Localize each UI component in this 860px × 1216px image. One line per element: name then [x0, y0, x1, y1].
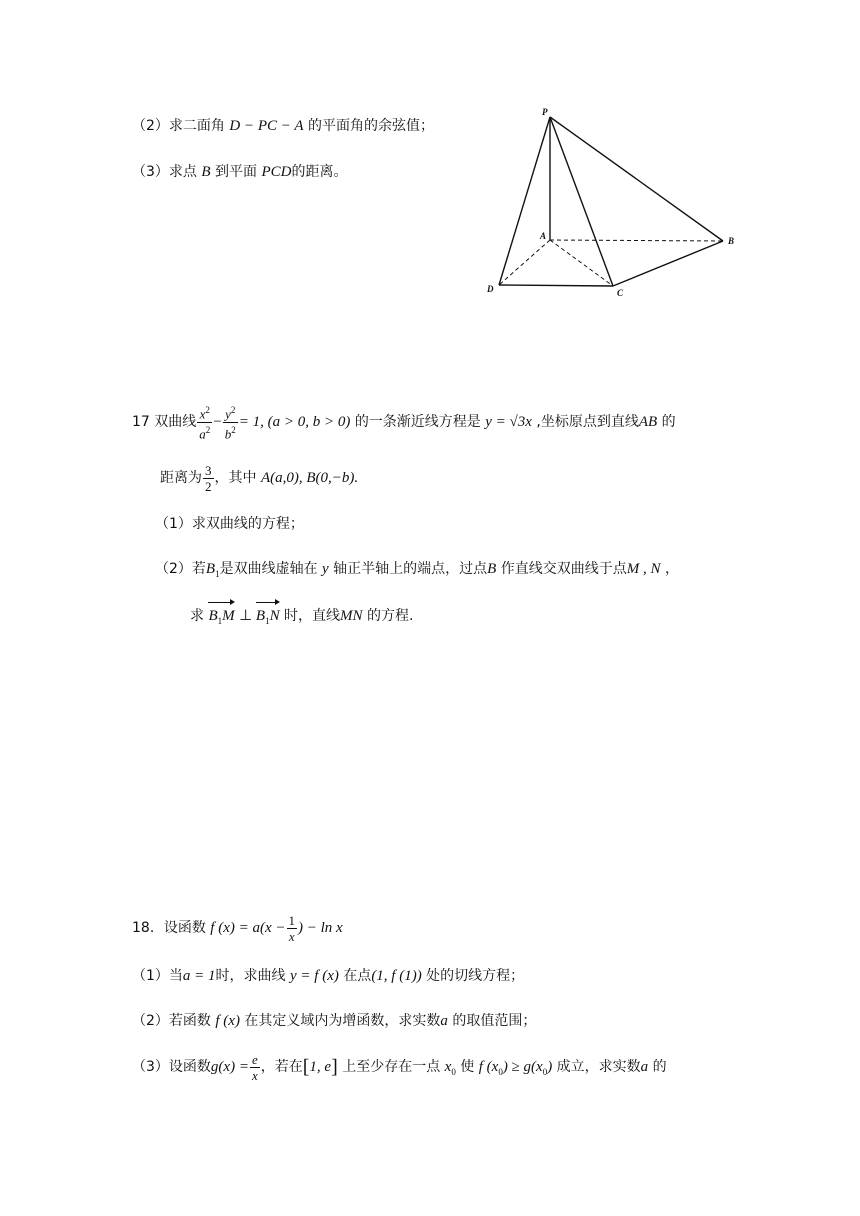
q16-part2-tail: 的平面角的余弦值；	[307, 118, 434, 134]
label-c: C	[617, 288, 624, 298]
q18-part3: （3）设函数g(x) = $\frac{e}{x}$ ，若在[1, e] 上至少存在一点 $x_0$ 使 f $(x_0) \ge g(x_0)$ 成立，求实数a 的	[132, 1051, 667, 1083]
q17-part2-point-b: B	[487, 561, 497, 577]
edge-ad-dashed	[499, 240, 550, 285]
q18-p3-d: 使	[460, 1059, 475, 1075]
frac-x2-a2: $\frac{x^2}{a^2}$	[199, 405, 211, 441]
edge-pb	[550, 117, 723, 241]
edge-pc	[550, 117, 613, 286]
q17-part2-y: y	[322, 561, 329, 577]
q18-p1-a: （1）当	[132, 968, 183, 984]
q17-distance	[160, 458, 358, 498]
q16-part3-point: B	[201, 164, 211, 180]
q16-part3-mid: 到平面	[215, 164, 257, 180]
q18-p2-c: 的取值范围；	[452, 1013, 537, 1029]
q17-text-b: 的一条渐近线方程是	[354, 414, 481, 430]
q18-p2-a: （2）若函数	[132, 1013, 211, 1029]
q18-p2-b: 在其定义域内为增函数，求实数	[244, 1013, 441, 1029]
q18-fdef: f (x) = a(x −	[210, 920, 286, 936]
label-p: P	[542, 107, 548, 117]
q17-text-a: 双曲线	[154, 414, 197, 430]
q17-dist-b: ，其中	[214, 470, 257, 486]
label-a: A	[540, 231, 547, 241]
q18-p2-var-a: a	[440, 1013, 448, 1029]
q17-part2-c: 轴正半轴上的端点，过点	[333, 561, 488, 577]
b1-symbol: $B_1$	[205, 561, 220, 579]
q18-p3-a: （3）设函数	[132, 1059, 211, 1075]
vector-b1m: $B_1M$	[208, 606, 234, 631]
q17-number: 17	[132, 414, 150, 430]
q16-part2-label: （2）	[132, 118, 169, 134]
frac-e-x: $\frac{e}{x}$	[251, 1051, 258, 1083]
frac-y2-b2: $\frac{y^2}{b^2}$	[224, 405, 236, 441]
q17-text-c: ,坐标原点到直线	[536, 414, 639, 430]
q17-part2-h: 的方程.	[367, 608, 414, 624]
edge-dc	[499, 285, 613, 286]
q18-p3-f: 的	[652, 1059, 667, 1075]
edge-ab-dashed	[550, 240, 723, 241]
label-d: D	[487, 284, 494, 294]
q17-stem: 17 双曲线 $\frac{x^2}{a^2}$ − $\frac{y^2}{b^2}$ = 1, (a > 0, b > 0) 的一条渐近线方程是 y = √3x ,坐标原点到直线AB 的	[132, 405, 676, 441]
q18-p1-curve: y = f (x)	[290, 968, 339, 984]
q18-fdef-end: ) − ln x	[298, 920, 343, 936]
frac-1-x: $\frac{1}{x}$	[288, 912, 295, 944]
q18-p3-inequality: f $(x_0) \ge g(x_0)$	[478, 1059, 553, 1077]
q18-p1-d: 处的切线方程；	[426, 968, 525, 984]
q18-part1	[132, 966, 524, 986]
label-b: B	[728, 236, 735, 246]
q18-p3-x0: $x_0$	[444, 1059, 456, 1077]
q18-p3-interval: 1, e	[309, 1059, 332, 1075]
edge-pd	[499, 117, 550, 285]
q17-dist-a: 距离为	[160, 470, 202, 486]
q16-part3-label: （3）	[132, 164, 169, 180]
q18-p3-var-a: a	[640, 1059, 649, 1075]
vector-b1n: $B_1N$	[256, 606, 280, 631]
ineq-right: ) ≥ g(x	[502, 1059, 543, 1075]
q18-p1-point: (1, f (1))	[371, 968, 422, 984]
q18-p1-b: 时，求曲线	[215, 968, 286, 984]
ineq-left: f (x	[478, 1059, 499, 1075]
q18-part2	[132, 1011, 536, 1031]
q17-part2-f: 求	[190, 608, 204, 624]
q17-text-d: 的	[661, 414, 676, 430]
q18-p1-c: 在点	[343, 968, 372, 984]
q16-part3-tail: 的距离。	[291, 164, 348, 180]
q16-part3-plane: PCD	[261, 164, 292, 180]
q17-hyp-condition: = 1, (a > 0, b > 0)	[238, 414, 351, 430]
q17-asymptote: y = √3x	[485, 414, 532, 430]
q17-part2-d: 作直线交双曲线于点	[500, 561, 627, 577]
q17-part1	[155, 514, 304, 534]
q18-p3-g: g(x) =	[210, 1059, 249, 1075]
q17-part2-e: ，	[665, 561, 679, 577]
q16-part2-text: 求二面角	[168, 118, 225, 134]
q18-p2-f: f (x)	[215, 1013, 240, 1029]
pyramid-figure	[480, 100, 750, 305]
q17-part2-g: 时，直线	[284, 608, 341, 624]
frac-3-2: $\frac{3}{2}$	[205, 462, 212, 494]
q18-p1-cond: a = 1	[182, 968, 216, 984]
q17-points: A(a,0), B(0,−b).	[260, 470, 359, 486]
edge-cb	[613, 241, 723, 286]
q18-p3-b: ，若在	[260, 1059, 303, 1075]
q16-part2	[132, 116, 434, 136]
edge-ac-dashed	[550, 240, 613, 286]
q18-p3-c: 上至少存在一点	[342, 1059, 441, 1075]
q16-part3	[132, 162, 347, 182]
x0-var: x	[444, 1059, 452, 1075]
q17-part2-line-mn: MN	[340, 608, 363, 624]
q17-part2-a: （2）若	[155, 561, 206, 577]
q17-part2-b: 是双曲线虚轴在	[219, 561, 318, 577]
q17-part2	[155, 559, 679, 584]
q18-stem	[132, 908, 343, 948]
q17-part1-text: （1）求双曲线的方程；	[155, 516, 304, 532]
q16-part3-text: 求点	[168, 164, 197, 180]
q18-number: 18．设函数	[132, 920, 206, 936]
q17-part2-cont: 求 $B_1M$ ⊥ $B_1N$ 时，直线MN 的方程.	[190, 606, 413, 631]
q17-part2-mn: M , N	[626, 561, 661, 577]
q17-line-ab: AB	[638, 414, 658, 430]
q16-part2-expr: D − PC − A	[229, 118, 304, 134]
q18-p3-e: 成立，求实数	[556, 1059, 641, 1075]
